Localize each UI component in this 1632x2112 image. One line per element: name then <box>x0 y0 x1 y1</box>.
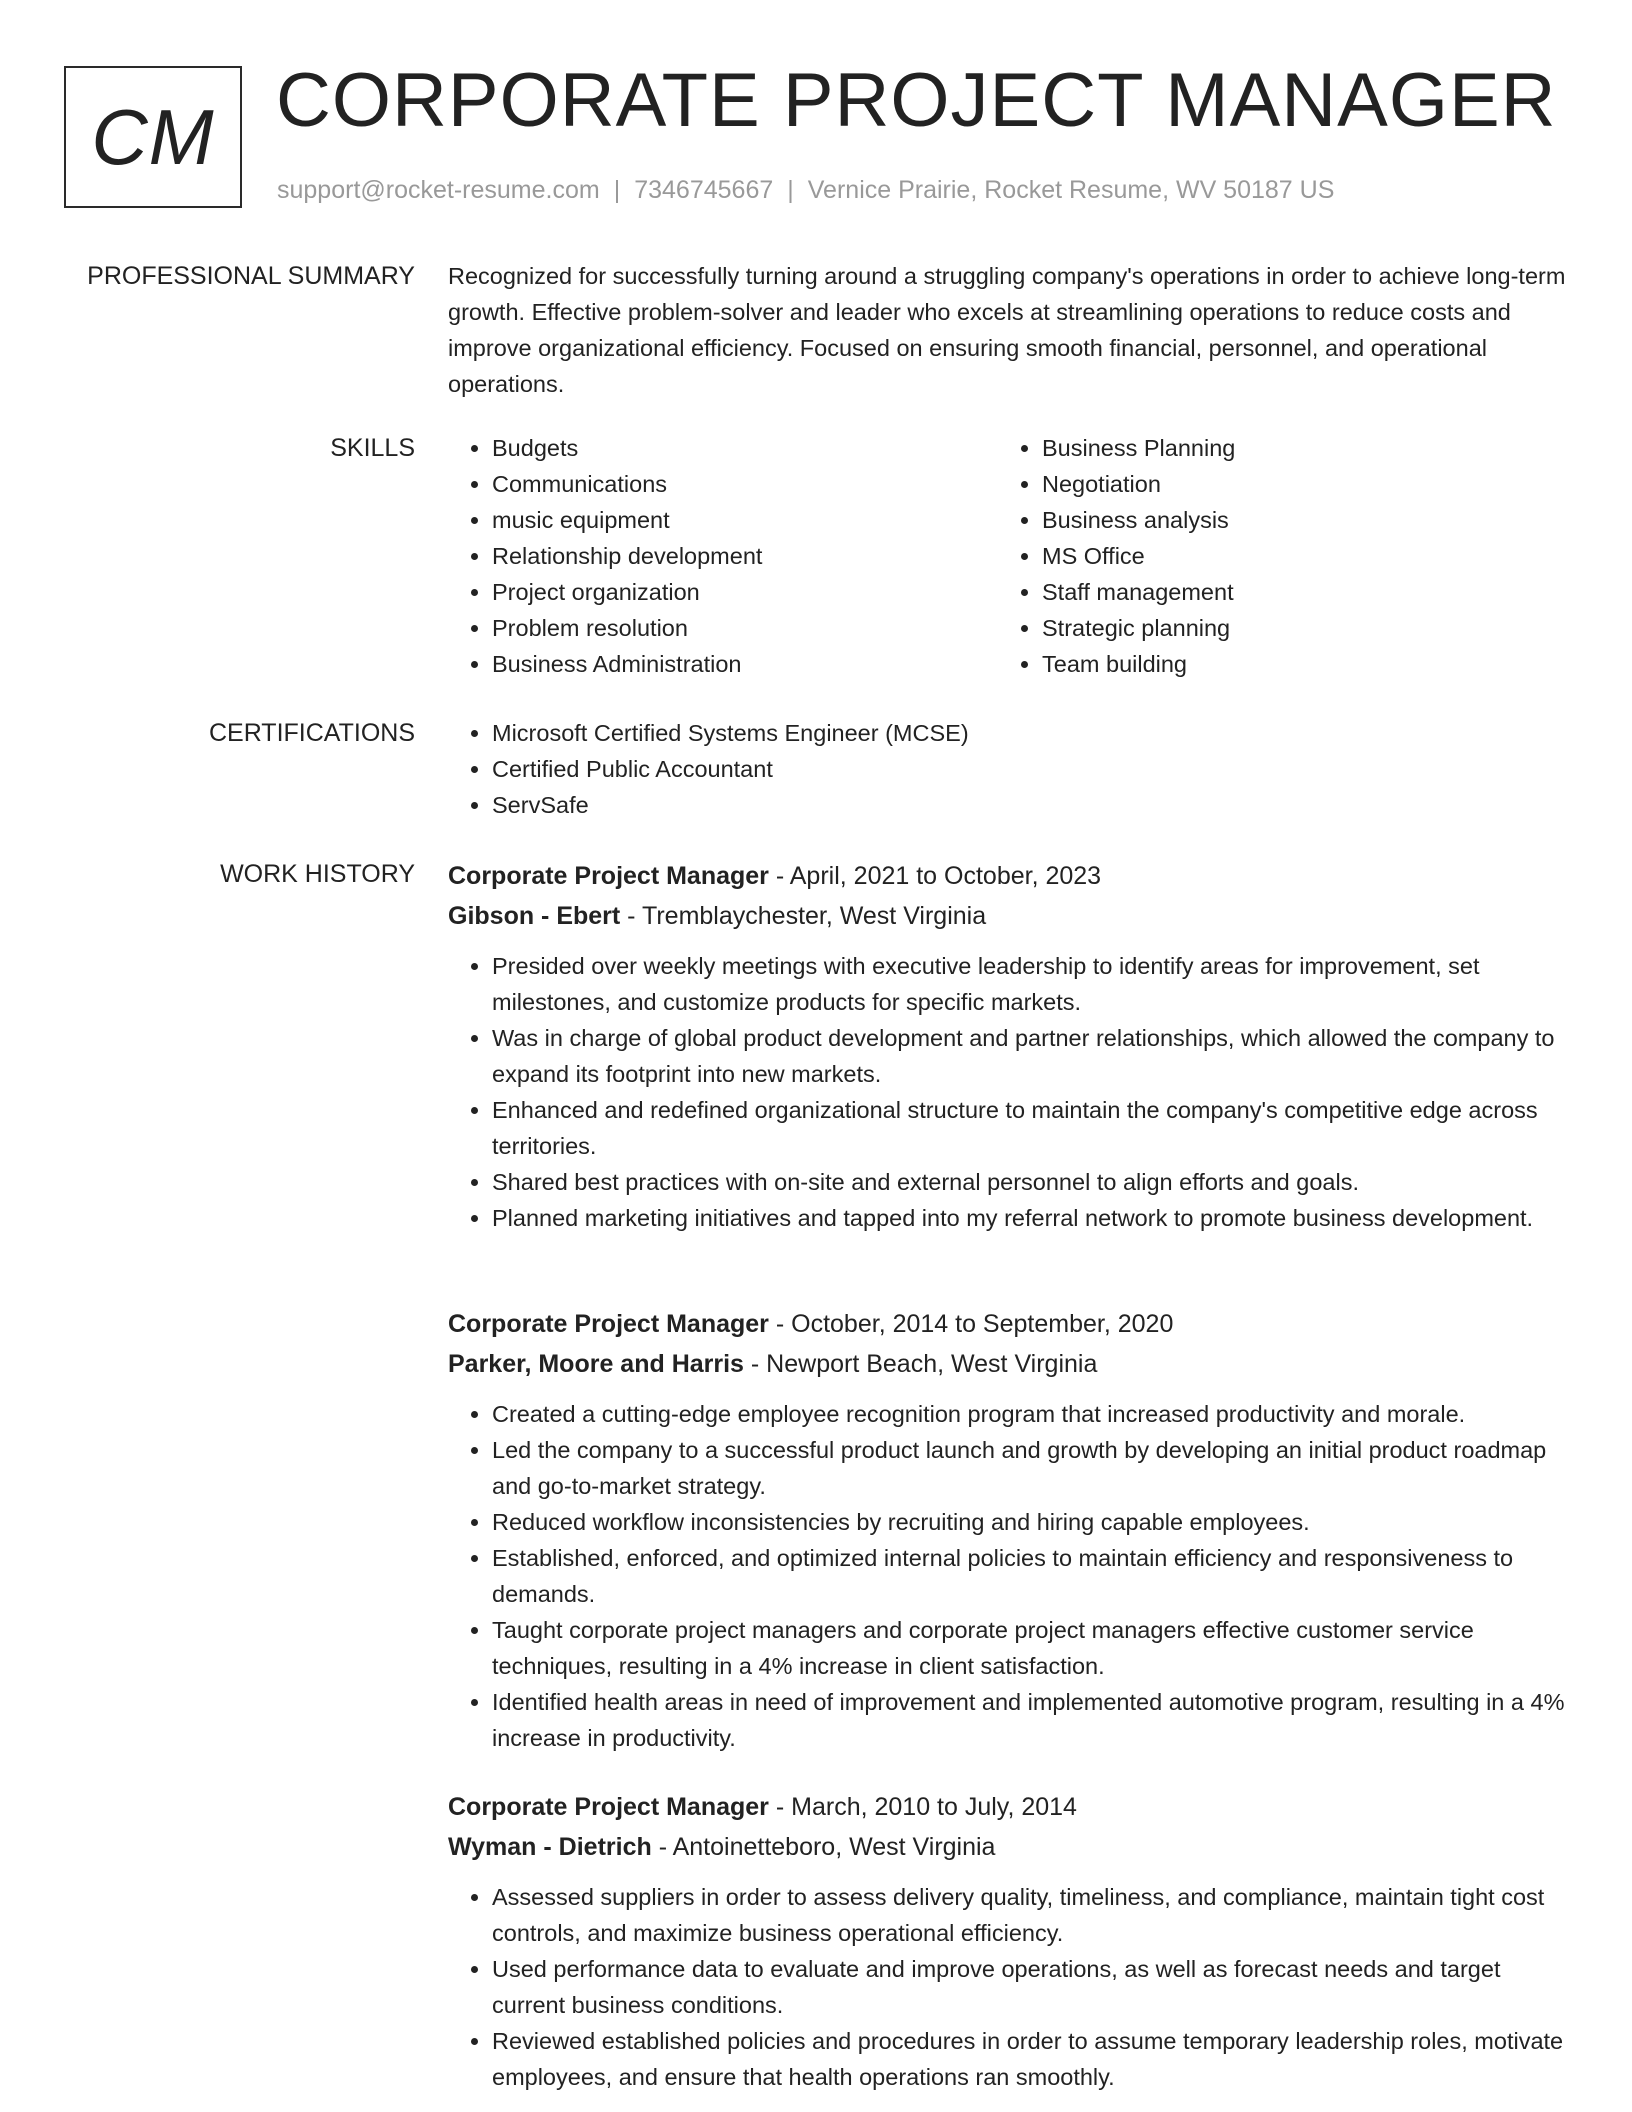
job-entry <box>448 1787 1572 2095</box>
certification-item: • Microsoft Certified Systems Engineer (MCSE) <box>492 715 1572 751</box>
skill-item: • Business Administration <box>492 646 998 682</box>
job-title: Corporate Project Manager <box>448 1793 769 1821</box>
skill-item: • music equipment <box>492 502 998 538</box>
section-label: PROFESSIONAL SUMMARY <box>87 262 415 290</box>
section-body <box>448 258 1572 402</box>
skill-item: • Strategic planning <box>1042 610 1548 646</box>
skill-item: • Business analysis <box>1042 502 1548 538</box>
skill-item: • Problem resolution <box>492 610 998 646</box>
job-bullet: • Shared best practices with on-site and external personnel to align efforts and goals. <box>492 1164 1572 1200</box>
section-label: WORK HISTORY <box>220 860 415 888</box>
skill-item: • Project organization <box>492 574 998 610</box>
section-label: CERTIFICATIONS <box>208 719 415 747</box>
job-dates: - March, 2010 to July, 2014 <box>768 1793 1077 1821</box>
candidate-title: CORPORATE PROJECT MANAGER <box>276 58 1557 143</box>
skill-item: • Relationship development <box>492 538 998 574</box>
job-company: Gibson - Ebert <box>448 902 621 930</box>
job-location: - Newport Beach, West Virginia <box>743 1350 1098 1378</box>
contact-separator: | <box>787 176 794 204</box>
job-location: - Tremblaychester, West Virginia <box>620 902 987 930</box>
job-company-line <box>448 1344 1572 1384</box>
job-bullet: • Planned marketing initiatives and tapped into my referral network to promote business development. <box>492 1200 1572 1236</box>
job-company: Wyman - Dietrich <box>448 1833 652 1861</box>
job-company: Parker, Moore and Harris <box>448 1350 744 1378</box>
job-bullet: • Used performance data to evaluate and improve operations, as well as forecast needs and target current business conditions. <box>492 1951 1572 2023</box>
monogram-logo: CM <box>64 66 242 208</box>
skill-item: • MS Office <box>1042 538 1548 574</box>
contact-line <box>277 174 1334 206</box>
job-bullet: • Led the company to a successful product launch and growth by developing an initial product roadmap and go-to-market strategy. <box>492 1432 1572 1504</box>
job-title: Corporate Project Manager <box>448 862 769 890</box>
job-bullet: • Reviewed established policies and procedures in order to assume temporary leadership roles, motivate employees, and ensure that health operations ran smoothly. <box>492 2023 1572 2095</box>
job-company-line <box>448 1827 1572 1867</box>
job-title-line <box>448 1304 1572 1344</box>
contact-separator: | <box>613 176 621 204</box>
skills-column-right <box>998 430 1548 682</box>
job-bullets <box>448 948 1572 1236</box>
contact-email: support@rocket-resume.com <box>277 176 600 204</box>
job-bullets <box>448 1396 1572 1756</box>
skills-list <box>448 430 998 682</box>
job-bullet: • Established, enforced, and optimized internal policies to maintain efficiency and responsiveness to demands. <box>492 1540 1572 1612</box>
job-bullet: • Enhanced and redefined organizational structure to maintain the company's competitive edge across territories. <box>492 1092 1572 1164</box>
job-entry <box>448 1304 1572 1756</box>
certifications-list <box>448 715 1572 823</box>
skill-item: • Staff management <box>1042 574 1548 610</box>
job-bullet: • Assessed suppliers in order to assess delivery quality, timeliness, and compliance, maintain tight cost controls, and maximize business operational efficiency. <box>492 1879 1572 1951</box>
skill-item: • Communications <box>492 466 998 502</box>
summary-text: Recognized for successfully turning around a struggling company's operations in order to achieve long-term growth. Effective problem-solver and leader who excels at streamlining operations to reduce costs and improve organizational efficiency. Focused on ensuring smooth financial, personnel, and operational operations. <box>448 263 1566 397</box>
certification-item: • ServSafe <box>492 787 1572 823</box>
certification-item: • Certified Public Accountant <box>492 751 1572 787</box>
skill-item: • Business Planning <box>1042 430 1548 466</box>
job-dates: - October, 2014 to September, 2020 <box>768 1310 1174 1338</box>
skills-column-left <box>448 430 998 682</box>
job-bullet: • Taught corporate project managers and corporate project managers effective customer service techniques, resulting in a 4% increase in client satisfaction. <box>492 1612 1572 1684</box>
section-label: SKILLS <box>330 434 415 462</box>
section-body <box>448 715 1572 823</box>
skill-item: • Negotiation <box>1042 466 1548 502</box>
job-bullets <box>448 1879 1572 2095</box>
job-entry <box>448 856 1572 1236</box>
job-bullet: • Created a cutting-edge employee recognition program that increased productivity and morale. <box>492 1396 1572 1432</box>
job-title-line <box>448 1787 1572 1827</box>
skill-item: • Team building <box>1042 646 1548 682</box>
job-title-line <box>448 856 1572 896</box>
job-title: Corporate Project Manager <box>448 1310 769 1338</box>
job-dates: - April, 2021 to October, 2023 <box>768 862 1102 890</box>
job-bullet: • Was in charge of global product development and partner relationships, which allowed the company to expand its footprint into new markets. <box>492 1020 1572 1092</box>
skill-item: • Budgets <box>492 430 998 466</box>
skills-list <box>998 430 1548 682</box>
job-bullet: • Identified health areas in need of improvement and implemented automotive program, resulting in a 4% increase in productivity. <box>492 1684 1572 1756</box>
job-bullet: • Presided over weekly meetings with executive leadership to identify areas for improvement, set milestones, and customize products for specific markets. <box>492 948 1572 1020</box>
job-company-line <box>448 896 1572 936</box>
contact-phone: 7346745667 <box>634 176 774 204</box>
job-location: - Antoinetteboro, West Virginia <box>651 1833 996 1861</box>
skills-grid <box>448 430 1572 682</box>
contact-address: Vernice Prairie, Rocket Resume, WV 50187 US <box>807 176 1335 204</box>
job-bullet: • Reduced workflow inconsistencies by recruiting and hiring capable employees. <box>492 1504 1572 1540</box>
